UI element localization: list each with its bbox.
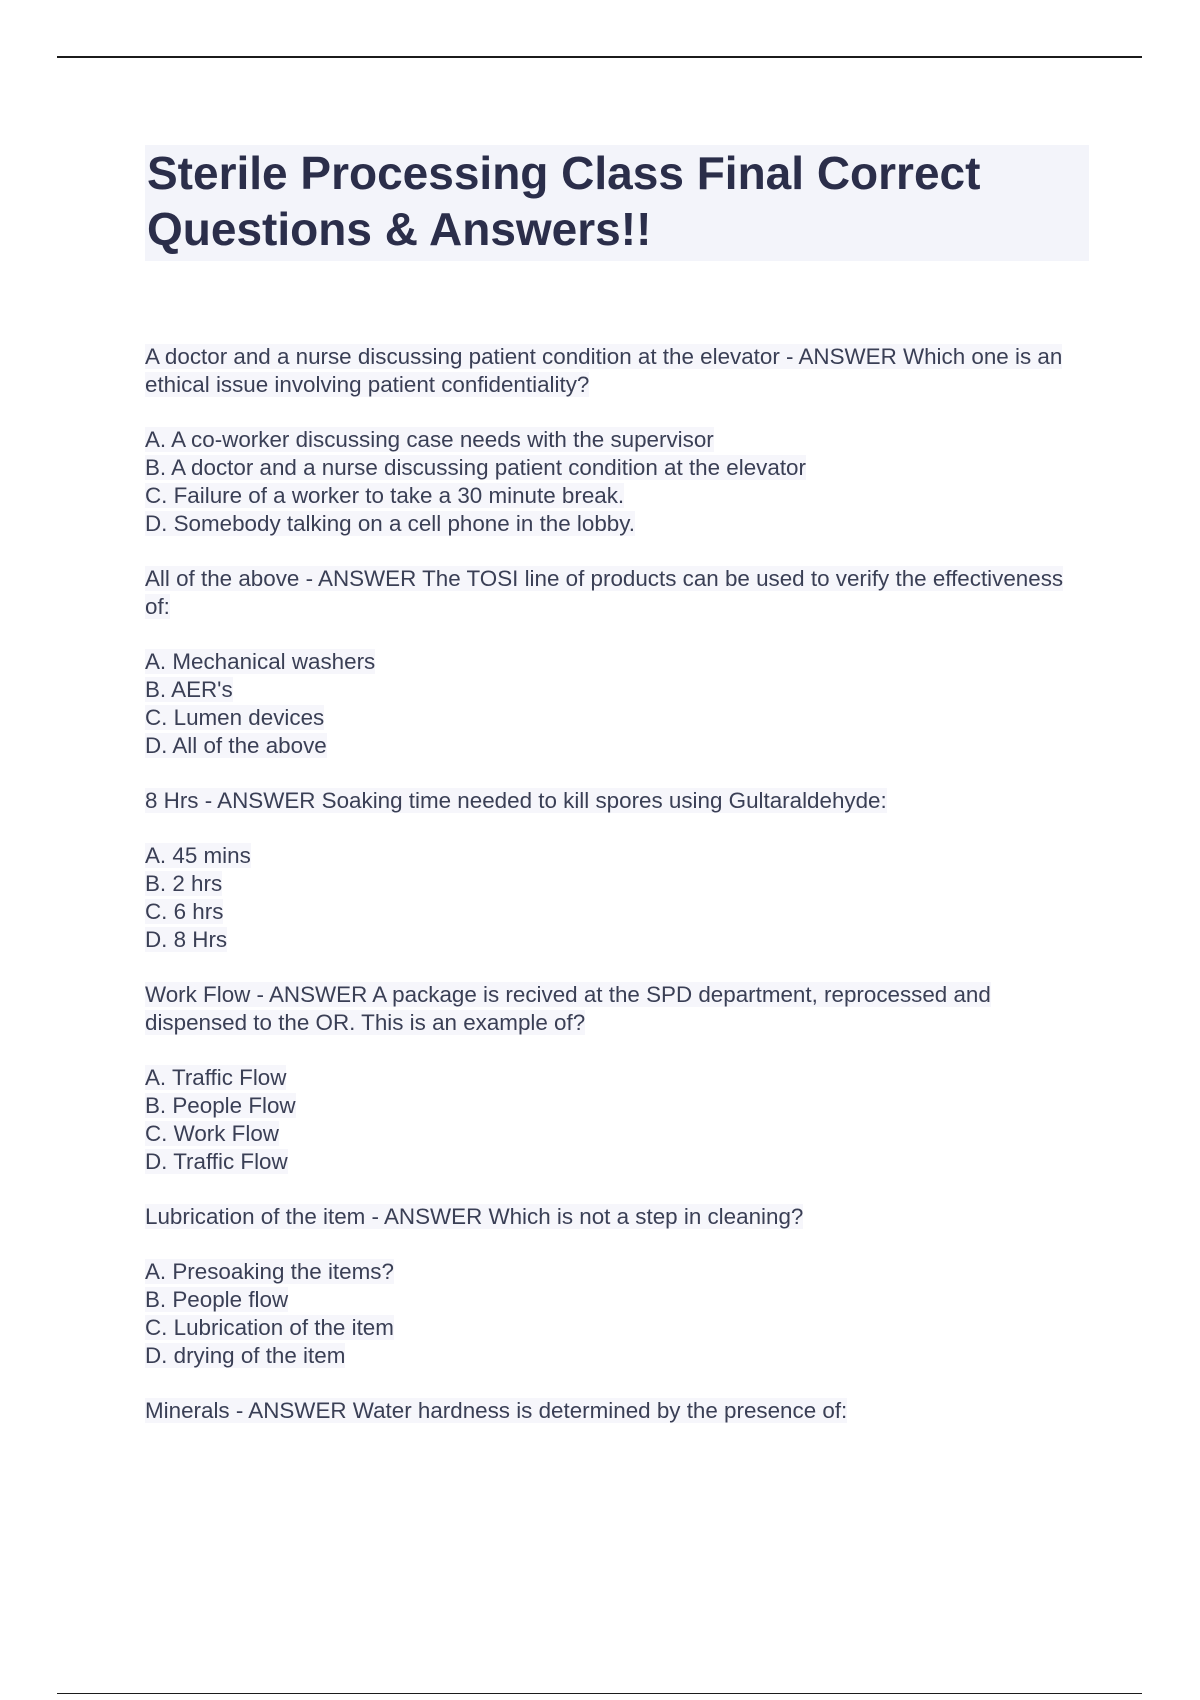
answer-options [145, 648, 1090, 760]
option: D. Traffic Flow [145, 1149, 288, 1174]
option: A. Mechanical washers [145, 649, 376, 674]
question-text: All of the above - ANSWER The TOSI line of products can be used to verify the effectiveness of: [145, 566, 1064, 619]
qa-list [145, 343, 1090, 1425]
option: C. Work Flow [145, 1121, 279, 1146]
qa-item [145, 981, 1090, 1176]
qa-item [145, 1397, 1090, 1425]
option: D. drying of the item [145, 1343, 346, 1368]
qa-item [145, 787, 1090, 954]
option: C. 6 hrs [145, 899, 224, 924]
document-body [145, 145, 1090, 1452]
question-text: A doctor and a nurse discussing patient condition at the elevator - ANSWER Which one is an ethical issue involving patient confidentiality? [145, 344, 1063, 397]
question-text: 8 Hrs - ANSWER Soaking time needed to kill spores using Gultaraldehyde: [145, 788, 887, 813]
qa-item [145, 565, 1090, 760]
answer-options [145, 1064, 1090, 1176]
option: C. Failure of a worker to take a 30 minute break. [145, 483, 625, 508]
question-text: Minerals - ANSWER Water hardness is determined by the presence of: [145, 1398, 848, 1423]
question-text: Work Flow - ANSWER A package is recived at the SPD department, reprocessed and dispensed to the OR. This is an example of? [145, 982, 991, 1035]
document-title: Sterile Processing Class Final Correct Questions & Answers!! [145, 145, 1089, 261]
option: B. AER's [145, 677, 233, 702]
bottom-rule [57, 1693, 1142, 1694]
option: D. Somebody talking on a cell phone in the lobby. [145, 511, 636, 536]
option: C. Lubrication of the item [145, 1315, 394, 1340]
option: B. A doctor and a nurse discussing patient condition at the elevator [145, 455, 806, 480]
option: B. People Flow [145, 1093, 296, 1118]
option: B. 2 hrs [145, 871, 223, 896]
qa-item [145, 343, 1090, 538]
top-rule [57, 56, 1142, 58]
question-text: Lubrication of the item - ANSWER Which is not a step in cleaning? [145, 1204, 804, 1229]
answer-options [145, 842, 1090, 954]
option: D. All of the above [145, 733, 327, 758]
answer-options [145, 426, 1090, 538]
option: D. 8 Hrs [145, 927, 228, 952]
option: A. 45 mins [145, 843, 251, 868]
option: C. Lumen devices [145, 705, 325, 730]
option: B. People flow [145, 1287, 289, 1312]
option: A. A co-worker discussing case needs with the supervisor [145, 427, 714, 452]
qa-item [145, 1203, 1090, 1370]
option: A. Traffic Flow [145, 1065, 287, 1090]
answer-options [145, 1258, 1090, 1370]
option: A. Presoaking the items? [145, 1259, 394, 1284]
